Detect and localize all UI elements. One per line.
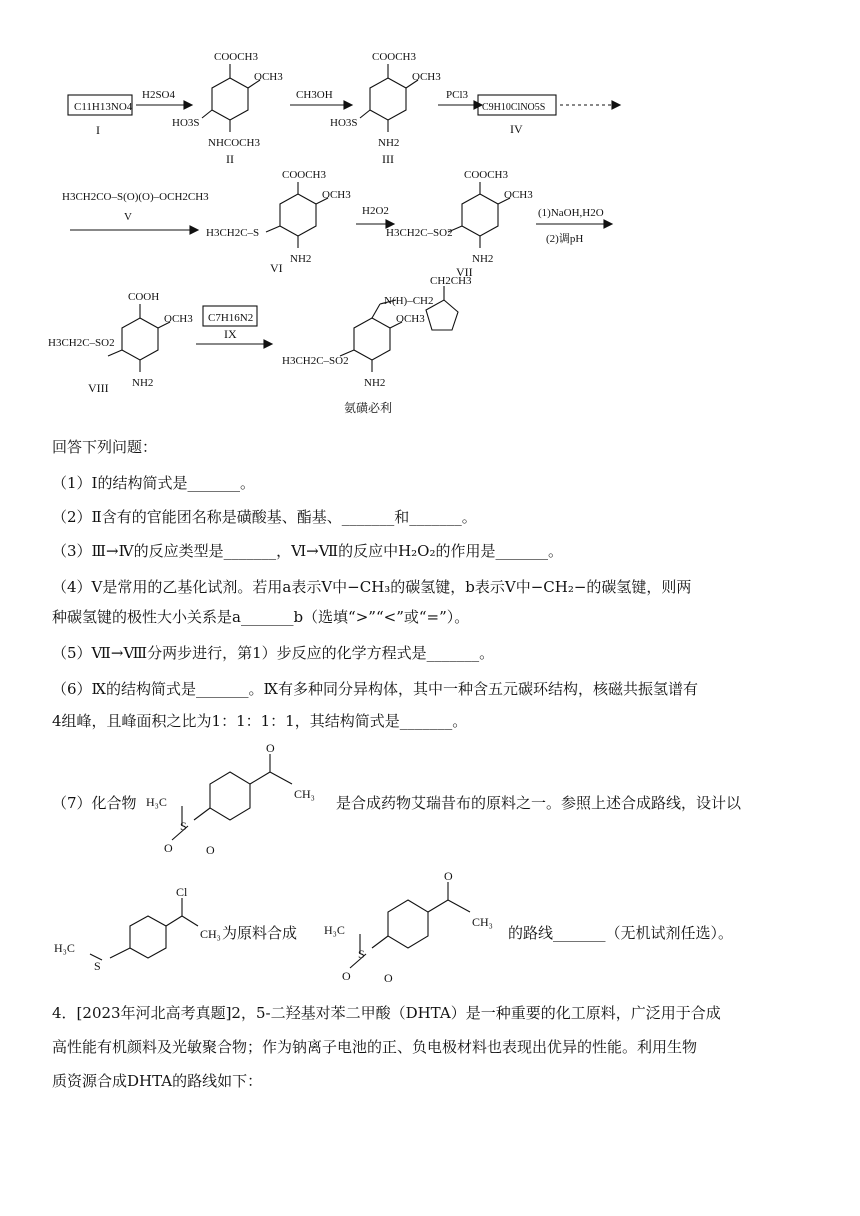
ring-VIII xyxy=(122,318,158,360)
product-bottom: NH2 xyxy=(364,377,386,389)
question-1: （1）Ⅰ的结构简式是_______。 xyxy=(52,474,255,492)
ring-product xyxy=(354,318,390,360)
label-III: III xyxy=(382,152,394,166)
formula-V: H3CH2CO–S(O)(O)–OCH2CH3 xyxy=(62,191,209,203)
svg-text:O: O xyxy=(164,841,173,855)
VII-top: COOCH3 xyxy=(464,169,509,181)
III-top: COOCH3 xyxy=(372,51,417,63)
svg-text:O: O xyxy=(342,969,351,983)
product-ring-sub: CH2CH3 xyxy=(430,275,472,287)
reagent-h2o2: H2O2 xyxy=(362,205,389,217)
question-7-prefix: （7）化合物 xyxy=(52,794,137,812)
formula-IV: C9H10ClNO5S xyxy=(482,102,546,113)
reagent-pcl3: PCl3 xyxy=(446,89,469,101)
structure-target-product xyxy=(318,870,514,988)
scheme-drawing xyxy=(0,0,860,430)
VI-left: H3CH2C–S xyxy=(206,227,260,239)
svg-text:H₃C: H₃C xyxy=(324,923,345,937)
svg-text:S: S xyxy=(94,959,101,973)
product-right: OCH3 xyxy=(396,313,425,325)
VII-bottom: NH2 xyxy=(472,253,494,265)
III-left: HO3S xyxy=(330,117,358,129)
product-name: 氨磺必利 xyxy=(344,401,393,415)
svg-text:H₃C: H₃C xyxy=(146,795,167,809)
label-VII: VII xyxy=(456,265,473,279)
ring-III xyxy=(370,78,406,120)
ring-VII xyxy=(462,194,498,236)
label-I: I xyxy=(96,123,100,137)
product-left: H3CH2C–SO2 xyxy=(282,355,349,367)
svg-text:S: S xyxy=(358,947,365,961)
question-6-line1: （6）Ⅸ的结构简式是_______。Ⅸ有多种同分异构体，其中一种含五元碳环结构，核磁共振氢谱有 xyxy=(52,680,698,698)
problem-4-line3: 质资源合成DHTA的路线如下： xyxy=(52,1072,263,1090)
formula-I: C11H13NO4 xyxy=(74,101,133,113)
svg-text:CH₃: CH₃ xyxy=(200,927,221,941)
svg-text:O: O xyxy=(206,843,215,857)
VIII-left: H3CH2C–SO2 xyxy=(48,337,115,349)
svg-text:O: O xyxy=(444,870,453,883)
label-VIII: VIII xyxy=(88,381,109,395)
question-5: （5）Ⅶ→Ⅷ分两步进行，第1）步反应的化学方程式是_______。 xyxy=(52,644,495,662)
question-6-line2: 4组峰，且峰面积之比为1：1：1：1，其结构简式是_______。 xyxy=(52,712,468,730)
arrow-1-head xyxy=(184,101,192,109)
svg-text:Cl: Cl xyxy=(176,885,188,899)
III-right: OCH3 xyxy=(412,71,441,83)
question-3: （3）Ⅲ→Ⅳ的反应类型是_______，Ⅵ→Ⅶ的反应中H₂O₂的作用是_______。 xyxy=(52,542,563,560)
II-bottom: NHCOCH3 xyxy=(208,137,260,149)
question-4-line1: （4）Ⅴ是常用的乙基化试剂。若用a表示Ⅴ中−CH₃的碳氢键，b表示Ⅴ中−CH₂−的碳氢键，则两 xyxy=(52,578,692,596)
ring-VI xyxy=(280,194,316,236)
label-II: II xyxy=(226,152,234,166)
formula-IX: C7H16N2 xyxy=(208,312,254,324)
label-IV: IV xyxy=(510,122,523,136)
synthesis-scheme xyxy=(0,0,860,430)
svg-text:O: O xyxy=(384,971,393,985)
reagent-h2so4: H2SO4 xyxy=(142,89,176,101)
III-bottom: NH2 xyxy=(378,137,400,149)
VI-right: OCH3 xyxy=(322,189,351,201)
ring-II xyxy=(212,78,248,120)
svg-text:CH₃: CH₃ xyxy=(294,787,315,801)
structure-chloroethyl-thioanisole xyxy=(50,880,230,980)
svg-text:H₃C: H₃C xyxy=(54,941,75,955)
reagent-ph: (2)调pH xyxy=(546,233,584,245)
II-top: COOCH3 xyxy=(214,51,259,63)
reagent-ch3oh: CH3OH xyxy=(296,89,333,101)
svg-text:S: S xyxy=(180,819,187,833)
VIII-top: COOH xyxy=(128,291,160,303)
question-7-mid: 为原料合成 xyxy=(222,924,298,942)
VII-right: OCH3 xyxy=(504,189,533,201)
svg-text:CH₃: CH₃ xyxy=(472,915,493,929)
label-IX: IX xyxy=(224,327,237,341)
structure-methylsulfonyl-acetophenone xyxy=(142,742,338,860)
question-2: （2）Ⅱ含有的官能团名称是磺酸基、酯基、_______和_______。 xyxy=(52,508,477,526)
VIII-bottom: NH2 xyxy=(132,377,154,389)
question-4-line2: 种碳氢键的极性大小关系是a_______b（选填“>”“<”或“=”）。 xyxy=(52,608,470,626)
product-amide: N(H)–CH2 xyxy=(384,295,434,307)
VI-top: COOCH3 xyxy=(282,169,327,181)
problem-4-line2: 高性能有机颜料及光敏聚合物；作为钠离子电池的正、负电极材料也表现出优异的性能。利用生物 xyxy=(52,1038,698,1056)
II-right: OCH3 xyxy=(254,71,283,83)
reagent-naoh: (1)NaOH,H2O xyxy=(538,207,604,219)
label-VI: VI xyxy=(270,261,283,275)
II-left: HO3S xyxy=(172,117,200,129)
VI-bottom: NH2 xyxy=(290,253,312,265)
question-7-suffix: 是合成药物艾瑞昔布的原料之一。参照上述合成路线，设计以 xyxy=(336,794,742,812)
intro-text: 回答下列问题： xyxy=(52,438,158,456)
problem-4-line1: 4．[2023年河北高考真题]2，5-二羟基对苯二甲酸（DHTA）是一种重要的化工原料，广泛用于合成 xyxy=(52,1004,721,1022)
VIII-right: OCH3 xyxy=(164,313,193,325)
label-V: V xyxy=(124,211,132,223)
svg-text:O: O xyxy=(266,742,275,755)
question-7-end: 的路线_______（无机试剂任选）。 xyxy=(508,924,734,942)
VII-left: H3CH2C–SO2 xyxy=(386,227,453,239)
